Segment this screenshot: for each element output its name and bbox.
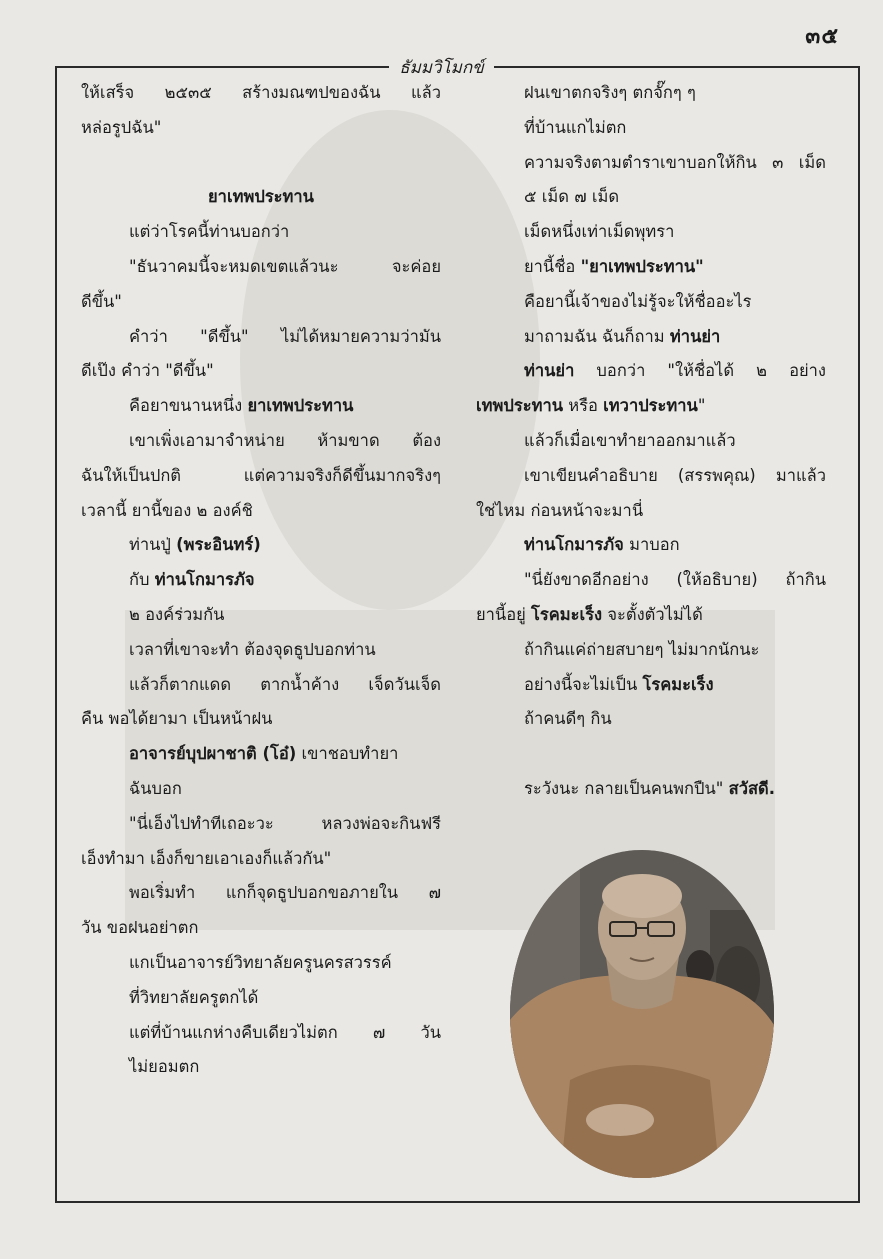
text-run: จะตั้งตัวไม่ได้ [602, 604, 703, 624]
text-line [81, 737, 441, 772]
bold-run: โรคมะเร็ง [531, 604, 603, 624]
text-line: ฉันบอก [129, 778, 182, 798]
bold-run: ท่านย่า [669, 326, 721, 346]
bold-run: ยาเทพประทาน [247, 396, 354, 416]
text-line: แต่ที่บ้านแกห่างคืบเดียวไม่ตก ๗ วัน [129, 1022, 441, 1042]
text-line [476, 354, 826, 389]
text-run: " [697, 396, 706, 416]
text-line: ให้เสร็จ ๒๕๓๕ สร้างมณฑปของฉัน แล้ว [81, 83, 441, 102]
text-line: คือยานี้เจ้าของไม่รู้จะให้ชื่ออะไร [524, 291, 752, 311]
bold-run: ท่านย่า [524, 361, 575, 381]
text-run: กับ [129, 570, 155, 590]
text-line [81, 389, 441, 424]
text-line [476, 772, 826, 807]
text-run: มาถามฉัน ฉันก็ถาม [524, 326, 670, 346]
text-line: เม็ดหนึ่งเท่าเม็ดพุทรา [524, 222, 675, 242]
text-run: บอกว่า "ให้ชื่อได้ ๒ อย่าง [574, 361, 826, 381]
text-line: "นี่เอ็งไปทำทีเถอะวะ หลวงพ่อจะกินฟรี [129, 813, 441, 833]
text-line: แล้วก็เมื่อเขาทำยาออกมาแล้ว [524, 430, 736, 450]
text-line: ดีขึ้น" [81, 291, 122, 311]
spacer [81, 146, 441, 181]
monk-portrait-image [510, 850, 774, 1178]
text-run: หรือ [563, 396, 604, 416]
text-line: แต่ว่าโรคนี้ท่านบอกว่า [129, 222, 290, 242]
text-line [476, 389, 826, 424]
bold-run: ท่านโกมารภัจ [524, 535, 624, 555]
text-line: เขาเพิ่งเอามาจำหน่าย ห้ามขาด ต้อง [129, 430, 441, 450]
text-line: ไม่ยอมตก [129, 1057, 200, 1077]
text-line: ที่วิทยาลัยครูตกได้ [129, 987, 259, 1007]
text-line: ถ้ากินแค่ถ่ายสบายๆ ไม่มากนักนะ [524, 639, 760, 659]
text-line: แล้วก็ตากแดด ตากน้ำค้าง เจ็ดวันเจ็ด [129, 674, 441, 694]
bold-run: "ยาเทพประทาน" [580, 256, 704, 276]
left-column [81, 76, 441, 1085]
text-line [476, 250, 826, 285]
text-line [476, 668, 826, 703]
bold-run: ท่านโกมารภัจ [154, 570, 255, 590]
monk-portrait-photo [510, 850, 774, 1178]
text-line: แกเป็นอาจารย์วิทยาลัยครูนครสวรรค์ [129, 952, 392, 972]
text-line [476, 320, 826, 355]
text-run: ระวังนะ กลายเป็นคนพกปืน" [524, 778, 729, 798]
text-line: ๒ องค์ร่วมกัน [129, 604, 225, 624]
text-run: ยานี้อยู่ [476, 604, 532, 624]
page-number: ๓๕ [805, 24, 839, 49]
running-title: ธัมมวิโมกข์ [389, 58, 494, 78]
text-line: คืน พอได้ยามา เป็นหน้าฝน [81, 709, 273, 729]
bold-run: เทวาประทาน [603, 396, 698, 416]
bold-run: สวัสดี. [728, 778, 776, 798]
text-line: หล่อรูปฉัน" [81, 117, 162, 137]
text-run: ยานี้ชื่อ [524, 256, 581, 276]
bold-run: เทพประทาน [476, 396, 564, 416]
text-line [476, 598, 826, 633]
text-line: พอเริ่มทำ แกก็จุดธูปบอกขอภายใน ๗ [129, 883, 441, 903]
bold-run: โรคมะเร็ง [642, 674, 714, 694]
text-line: วัน ขอฝนอย่าตก [81, 918, 199, 938]
text-line: เวลาที่เขาจะทำ ต้องจุดธูปบอกท่าน [129, 639, 376, 659]
text-line [81, 563, 441, 598]
text-line: ๕ เม็ด ๗ เม็ด [524, 187, 620, 207]
text-line: ฉันให้เป็นปกติ แต่ความจริงก็ดีขึ้นมากจริงๆ [81, 465, 441, 485]
text-line: เอ็งทำมา เอ็งก็ขายเอาเองก็แล้วกัน" [81, 848, 332, 868]
section-heading: ยาเทพประทาน [208, 187, 314, 207]
text-line: ใช่ไหม ก่อนหน้าจะมานี่ [476, 500, 644, 520]
text-run: คือยาขนานหนึ่ง [129, 396, 248, 416]
text-line: ดีเป๊ง คำว่า "ดีขึ้น" [81, 361, 214, 381]
text-line: ฝนเขาตกจริงๆ ตกจั๊กๆ ๆ [524, 83, 696, 102]
text-run: อย่างนี้จะไม่เป็น [524, 674, 643, 694]
text-line [81, 528, 441, 563]
text-line: เวลานี้ ยานี้ของ ๒ องค์ชิ [81, 500, 253, 520]
text-line: เขาเขียนคำอธิบาย (สรรพคุณ) มาแล้ว [524, 465, 826, 485]
text-line: คำว่า "ดีขึ้น" ไม่ได้หมายความว่ามัน [129, 326, 441, 346]
text-line [476, 528, 826, 563]
bold-run: อาจารย์บุปผาชาติ (โอ๋) [129, 744, 297, 764]
text-line: ความจริงตามตำราเขาบอกให้กิน ๓ เม็ด [524, 152, 826, 172]
text-line: ถ้าคนดีๆ กิน [524, 709, 612, 729]
text-run: เขาชอบทำยา [296, 744, 399, 764]
bold-run: (พระอินทร์) [176, 535, 261, 555]
spacer [476, 737, 826, 772]
right-column [476, 76, 826, 807]
text-line: ที่บ้านแกไม่ตก [524, 117, 627, 137]
text-line: "นี่ยังขาดอีกอย่าง (ให้อธิบาย) ถ้ากิน [524, 570, 826, 590]
text-run: มาบอก [623, 535, 680, 555]
text-line: "ธันวาคมนี้จะหมดเขตแล้วนะ จะค่อย [129, 256, 441, 276]
text-run: ท่านปู่ [129, 535, 177, 555]
